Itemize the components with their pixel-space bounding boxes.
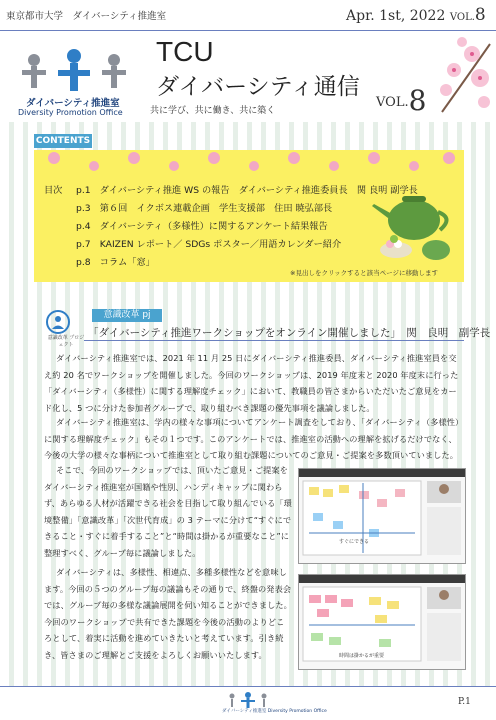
toc-item-5[interactable] — [76, 254, 155, 268]
article-paragraph-2 — [44, 414, 464, 464]
paragraph-text: ダイバーシティは、多様性、相違点、多種多様性などを意味します。今回の５つのグループ毎の議論もその通りで、終盤の発表会では、グループ毎の多様な議論展開を伺い知ることができました。今回のワークショップで共有できた課題を今後の活動のよりどころとして、着実に活動を進めていきたいと考えています。引き続き、皆さまのご理解とご支援をよろしくお願いいたします。 — [44, 567, 292, 660]
article-title: 「ダイバーシティ推進ワークショップをオンライン開催しました」 関 良明 副学長 — [88, 327, 491, 339]
toc-note: ※見出しをクリックすると該当ページに移動します — [290, 269, 439, 277]
article-paragraph-4 — [44, 564, 292, 664]
toc-text: KAIZEN レポート／ SDGs ポスター／用語カレンダー紹介 — [99, 239, 342, 250]
issue-date — [346, 5, 486, 25]
vol-label: VOL. — [449, 12, 475, 23]
masthead-tcu: TCU — [156, 36, 214, 67]
logo-subtitle: Diversity Promotion Office — [18, 108, 123, 117]
tagline: 共に学び、共に働き、共に築く — [150, 106, 276, 116]
paragraph-text: ダイバーシティ推進室では、2021 年 11 月 25 日にダイバーシティ推進委員、ダイバーシティ推進室員を交え約 20 名でワークショップを開催しました。今回のワークショップは、2019 年度末と 2020 年度末に行った「ダイバーシティ（多様性）に関する理解度チェック」において、教職員の皆さまからいただいたご意見をカード化し、5 つに分けた参加者グループで、取り組むべき課題の優先事項を議論しました。 — [44, 353, 459, 413]
toc-text: コラム「窓」 — [99, 257, 155, 268]
paragraph-text: そこで、今回のワークショップでは、頂いたご意見・ご提案をダイバーシティ推進室が国籍や性別、ハンディキャップに関わらず、あらゆる人材が活躍できる社会を目指して取り組んでいる「環境整備」「意識改革」「次世代育成」の 3 テーマに分けて“すぐにできること・すぐに着手すること”と“時間は掛かるが重要なこと”に整理すべく、グループ毎に議論しました。 — [44, 465, 292, 558]
cherry-blossom-decoration — [432, 34, 494, 114]
university-name: 東京都市大学 ダイバーシティ推進室 — [6, 11, 167, 22]
toc-page: p.8 — [76, 257, 91, 268]
masthead-vol-label: VOL. — [376, 95, 409, 110]
toc-item-2[interactable] — [76, 200, 332, 214]
article-paragraph-1 — [44, 350, 464, 416]
whiteboard-image-1 — [299, 469, 465, 563]
workshop-screenshot-1 — [298, 468, 466, 564]
masthead-title: ダイバーシティ通信 — [156, 74, 360, 100]
date-text: Apr. 1st, 2022 — [346, 8, 446, 24]
toc-page: p.7 — [76, 239, 91, 250]
toc-text: 第６回 イクボス連載企画 学生支援部 住田 暁弘部長 — [99, 203, 333, 214]
footer-logo-text: ダイバーシティ推進室 Diversity Promotion Office — [222, 709, 327, 714]
toc-item-3[interactable] — [76, 218, 328, 232]
icon-label: 意識改革 プロジェクト — [47, 335, 85, 348]
title-rule — [84, 340, 464, 341]
toc-text: ダイバーシティ（多様性）に関するアンケート結果報告 — [99, 221, 328, 232]
contents-tab: CONTENTS — [35, 136, 91, 146]
logo-name: ダイバーシティ推進室 — [26, 98, 120, 109]
masthead-vol — [376, 80, 427, 117]
toc-label: 目次 — [44, 185, 63, 196]
page-number: P.1 — [458, 697, 471, 707]
masthead-vol-number: 8 — [408, 84, 427, 117]
whiteboard-image-2 — [299, 575, 465, 669]
toc-text: ダイバーシティ推進 WS の報告 ダイバーシティ推進委員長 関 良明 副学長 — [99, 185, 418, 196]
board-caption: すぐにできる — [339, 539, 370, 545]
paragraph-text: ダイバーシティ推進室は、学内の様々な事項についてアンケート調査をしており、「ダイバーシティ（多様性）に関する理解度チェック」もその１つです。このアンケートでは、推進室の活動への理解を拡げるだけでなく、今後の大学の様々な事柄について推進室として取り組む課題についてのご意見・ご提案を多数頂いていました。 — [44, 417, 464, 461]
board-caption: 時間は掛かるが重要 — [339, 653, 385, 659]
teapot-illustration — [366, 184, 462, 264]
category-badge: 意識改革 pj — [92, 309, 162, 322]
workshop-screenshot-2 — [298, 574, 466, 670]
vol-number: 8 — [474, 5, 486, 25]
footer-rule — [0, 686, 496, 687]
toc-page: p.1 — [76, 185, 91, 196]
article-paragraph-3 — [44, 462, 292, 562]
toc-item-4[interactable] — [76, 236, 341, 250]
awareness-project-icon — [46, 310, 70, 334]
toc-page: p.3 — [76, 203, 91, 214]
toc-page: p.4 — [76, 221, 91, 232]
flower-row-decoration — [34, 150, 464, 178]
